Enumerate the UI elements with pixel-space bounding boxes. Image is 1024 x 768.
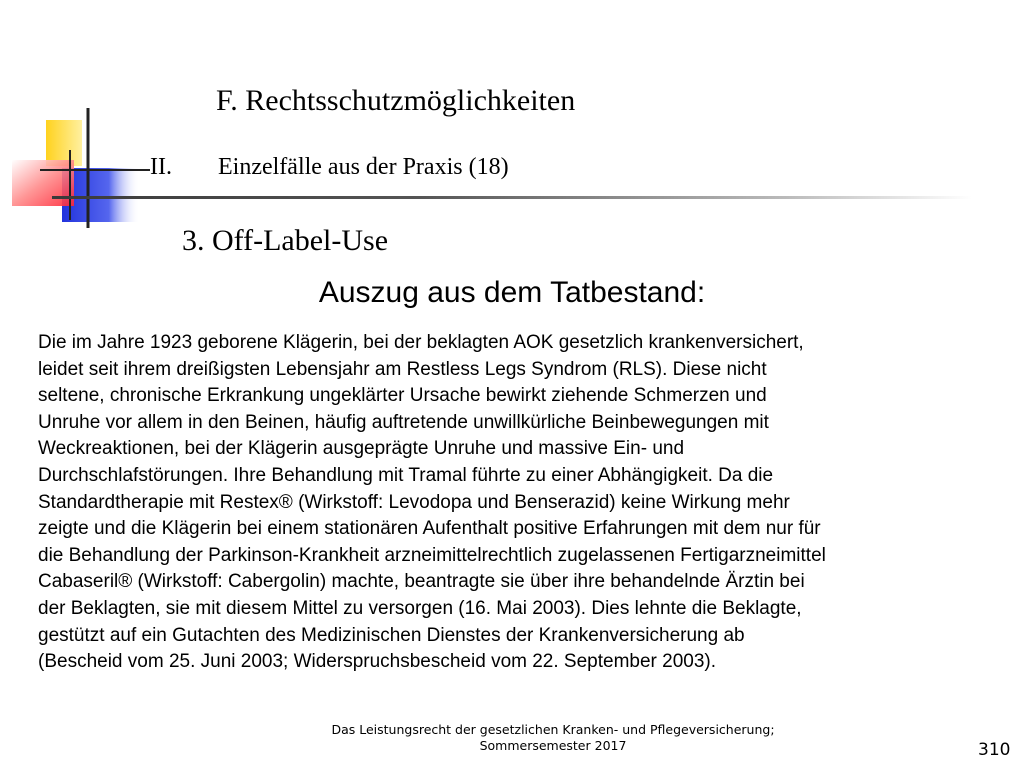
body-line: Durchschlafstörungen. Ihre Behandlung mit Tramal führte zu einer Abhängigkeit. Da die — [38, 464, 774, 486]
body-line: Weckreaktionen, bei der Klägerin ausgeprägte Unruhe und massive Ein- und — [38, 438, 685, 460]
section-heading: 3. Off-Label-Use — [182, 224, 389, 257]
body-line: Unruhe vor allem in den Beinen, häufig auftretende unwillkürliche Beinbewegungen mit — [38, 411, 769, 433]
body-line: leidet seit ihrem dreißigsten Lebensjahr am Restless Legs Syndrom (RLS). Diese nicht — [38, 358, 767, 380]
subtitle-number: II. — [150, 154, 172, 180]
slide-title: F. Rechtsschutzmöglichkeiten — [216, 84, 576, 117]
footer-course-title: Das Leistungsrecht der gesetzlichen Kranken- und Pflegeversicherung; — [331, 722, 775, 737]
body-line: Die im Jahre 1923 geborene Klägerin, bei der beklagten AOK gesetzlich krankenversichert, — [38, 332, 804, 353]
body-paragraph — [38, 330, 998, 676]
body-line: gestützt auf ein Gutachten des Medizinischen Dienstes der Krankenversicherung ab — [38, 624, 745, 646]
body-line: zeigte und die Klägerin bei einem stationären Aufenthalt positive Erfahrungen mit dem nur für — [38, 518, 821, 540]
body-line: die Behandlung der Parkinson-Krankheit arzneimittelrechtlich zugelassenen Fertigarzneimittel — [38, 544, 826, 566]
content-heading: Auszug aus dem Tatbestand: — [318, 276, 706, 309]
slide-subtitle — [150, 154, 509, 181]
body-line: der Beklagten, sie mit diesem Mittel zu versorgen (16. Mai 2003). Dies lehnte die Beklagte, — [38, 597, 802, 619]
footer-semester: Sommersemester 2017 — [479, 738, 627, 753]
footer — [200, 722, 906, 754]
body-line: seltene, chronische Erkrankung ungeklärter Ursache bewirkt ziehende Schmerzen und — [38, 385, 767, 407]
divider-line — [52, 196, 972, 199]
body-line: Standardtherapie mit Restex® (Wirkstoff: Levodopa und Benserazid) keine Wirkung mehr — [38, 491, 790, 513]
subtitle-text: Einzelfälle aus der Praxis (18) — [218, 154, 509, 180]
body-line: (Bescheid vom 25. Juni 2003; Widerspruchsbescheid vom 22. September 2003). — [38, 651, 717, 673]
body-line: Cabaseril® (Wirkstoff: Cabergolin) machte, beantragte sie über ihre behandelnde Ärztin bei — [38, 571, 805, 593]
page-number: 310 — [978, 740, 1011, 760]
decorative-logo-icon — [0, 100, 150, 240]
